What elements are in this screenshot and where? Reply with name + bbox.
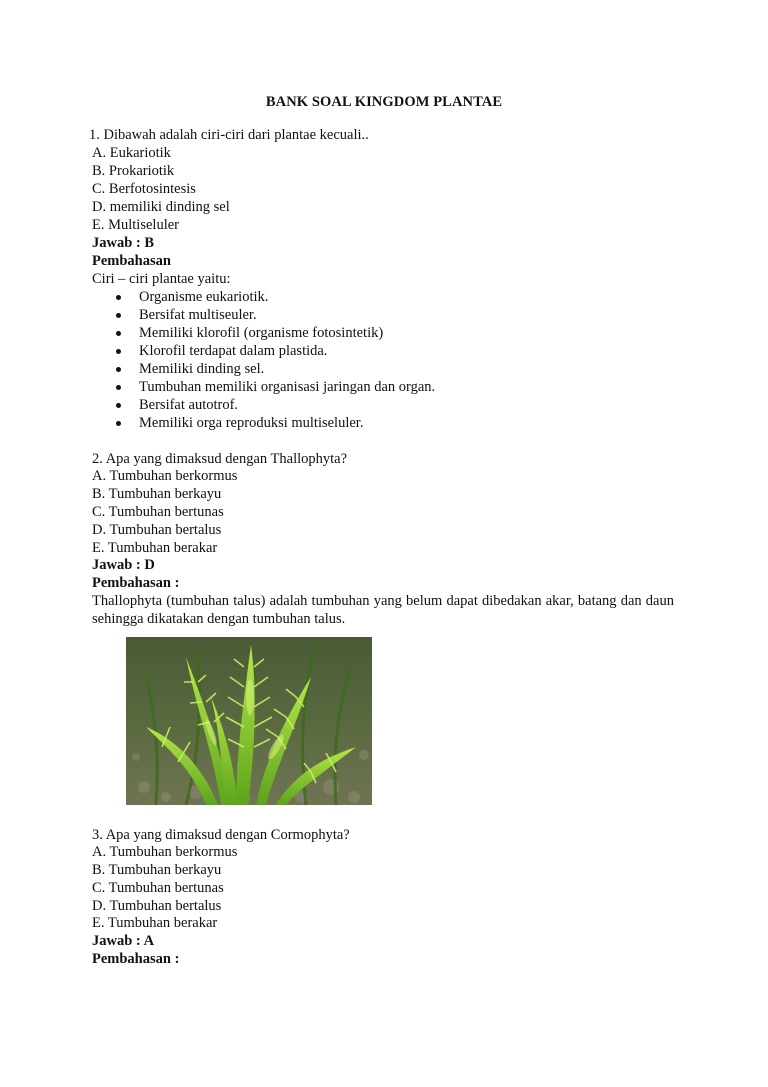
q3-answer: Jawab : A [92,933,155,949]
q1-option-d: D. memiliki dinding sel [92,199,230,215]
bullet-icon [116,385,121,390]
q3-option-a: A. Tumbuhan berkormus [92,844,238,860]
question-2-text: 2. Apa yang dimaksud dengan Thallophyta? [92,451,348,467]
list-item: Organisme eukariotik. [112,288,435,306]
bullet-icon [116,295,121,300]
list-item: Memiliki klorofil (organisme fotosintetik) [112,324,435,342]
list-item: Memiliki orga reproduksi multiseluler. [112,414,435,432]
q1-option-e: E. Multiseluler [92,217,179,233]
q1-option-b: B. Prokariotik [92,163,175,179]
bullet-icon [116,421,121,426]
q3-option-c: C. Tumbuhan bertunas [92,880,224,896]
q2-discussion-label: Pembahasan : [92,575,180,591]
q2-option-d: D. Tumbuhan bertalus [92,522,222,538]
q2-discussion-text: Thallophyta (tumbuhan talus) adalah tumbuhan yang belum dapat dibedakan akar, batang dan daun sehingga dikatakan dengan tumbuhan talus. [92,593,674,627]
q3-option-b: B. Tumbuhan berkayu [92,862,222,878]
q3-discussion-label: Pembahasan : [92,951,180,967]
q1-answer: Jawab : B [92,235,155,251]
list-item: Tumbuhan memiliki organisasi jaringan dan organ. [112,378,435,396]
bullet-icon [116,349,121,354]
page-title: BANK SOAL KINGDOM PLANTAE [265,94,503,110]
q2-option-b: B. Tumbuhan berkayu [92,486,222,502]
list-item: Klorofil terdapat dalam plastida. [112,342,435,360]
q2-option-a: A. Tumbuhan berkormus [92,468,238,484]
q2-option-c: C. Tumbuhan bertunas [92,504,224,520]
q3-option-d: D. Tumbuhan bertalus [92,898,222,914]
thallophyta-photo [126,637,372,805]
list-item: Bersifat autotrof. [112,396,435,414]
bullet-icon [116,313,121,318]
list-item: Memiliki dinding sel. [112,360,435,378]
bullet-icon [116,367,121,372]
q1-option-a: A. Eukariotik [92,145,171,161]
question-3-text: 3. Apa yang dimaksud dengan Cormophyta? [92,827,350,843]
bullet-icon [116,403,121,408]
seaweed-illustration [126,637,372,805]
q2-option-e: E. Tumbuhan berakar [92,540,218,556]
q1-option-c: C. Berfotosintesis [92,181,196,197]
q1-discussion-label: Pembahasan [92,253,171,269]
list-item: Bersifat multiseuler. [112,306,435,324]
q3-option-e: E. Tumbuhan berakar [92,915,218,931]
q2-answer: Jawab : D [92,557,155,573]
q1-bullet-list [112,288,435,432]
bullet-icon [116,331,121,336]
q1-discussion-intro: Ciri – ciri plantae yaitu: [92,271,231,287]
question-1-text: 1. Dibawah adalah ciri-ciri dari plantae kecuali.. [89,127,369,143]
